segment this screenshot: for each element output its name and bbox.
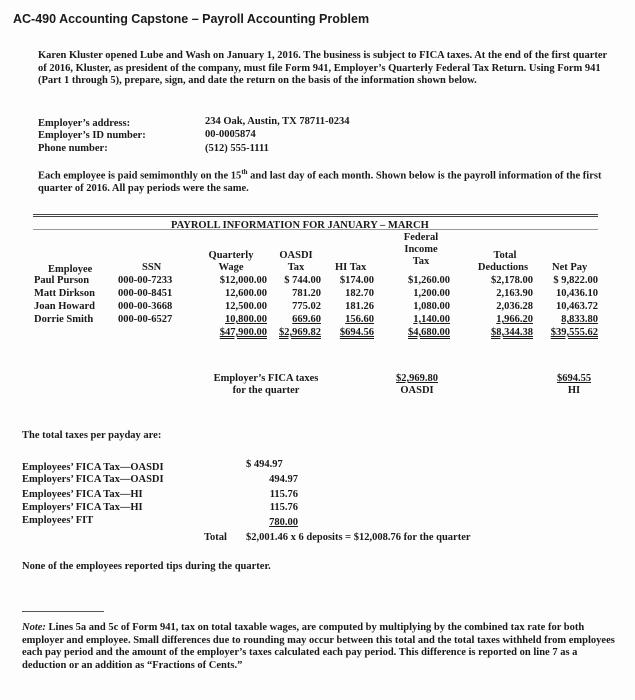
list-item-value: 115.76	[269, 489, 298, 500]
row-net-pay: 8,833.80	[561, 314, 598, 325]
row-deductions: 2,163.90	[496, 288, 533, 299]
header-oasdi: OASDI	[279, 250, 313, 261]
employer-fica-label: Employer’s FICA taxes	[213, 373, 319, 384]
intro-paragraph: Karen Kluster opened Lube and Wash on January 1, 2016. The business is subject to FICA taxes. At the end of the first quarter of 2016, Kluster, as president of the company, must file Form 941, Employer’s Quarterly Federal Tax Return. Using Form 941 (Part 1 through 5), prepare, sign, and date the return on the basis of the information shown below.	[38, 50, 608, 86]
list-item-value: 115.76	[269, 502, 298, 513]
employer-hi-label: HI	[567, 385, 581, 396]
header-ssn: SSN	[142, 262, 162, 273]
footnote	[22, 622, 622, 672]
employer-oasdi-label: OASDI	[400, 385, 434, 396]
row-net-pay: 10,463.72	[556, 301, 598, 312]
employer-address-label: Employer’s address:	[38, 118, 131, 129]
total-deductions: $8,344.38	[491, 327, 533, 338]
row-employee: Paul Purson	[34, 275, 90, 286]
payday-total-value: $2,001.46 x 6 deposits = $12,008.76 for the quarter	[246, 532, 471, 543]
header-quarterly: Quarterly	[208, 250, 254, 261]
table-caption: PAYROLL INFORMATION FOR JANUARY – MARCH	[171, 220, 429, 231]
header-tax: Tax	[412, 256, 430, 267]
header-wage: Wage	[218, 262, 244, 273]
row-hi: $174.00	[339, 275, 374, 286]
header-total: Total	[493, 250, 517, 261]
row-fit: 1,200.00	[413, 288, 450, 299]
header-deductions: Deductions	[477, 262, 529, 273]
row-ssn: 000-00-3668	[118, 301, 173, 312]
payday-total-label: Total	[204, 532, 227, 543]
header-hi-tax: HI Tax	[335, 262, 367, 273]
row-hi: 181.26	[345, 301, 374, 312]
header-federal: Federal	[403, 232, 439, 243]
document-title: AC-490 Accounting Capstone – Payroll Accounting Problem	[13, 12, 370, 26]
row-wage: 10,800.00	[225, 314, 267, 325]
pay-text-a: Each employee is paid semimonthly on the 15	[38, 170, 242, 182]
row-oasdi: 781.20	[292, 288, 321, 299]
total-net-pay: $39,555.62	[550, 327, 598, 338]
table-top-rule	[33, 214, 598, 215]
footnote-lead: Note:	[22, 622, 46, 633]
row-wage: 12,600.00	[225, 288, 267, 299]
total-hi: $694.56	[339, 327, 374, 338]
pay-schedule-paragraph	[38, 166, 618, 196]
header-net-pay: Net Pay	[552, 262, 588, 273]
total-fit: $4,680.00	[408, 327, 450, 338]
list-item-value: 494.97	[269, 474, 298, 485]
total-oasdi: $2,969.82	[279, 327, 321, 338]
list-item: Employees’ FICA Tax—HI	[22, 489, 143, 500]
employer-fica-sublabel: for the quarter	[232, 385, 300, 396]
header-income: Income	[404, 244, 438, 255]
pay-text-sup: th	[241, 168, 248, 176]
row-hi: 182.70	[345, 288, 374, 299]
row-ssn: 000-00-7233	[118, 275, 173, 286]
employer-id-value: 00-0005874	[205, 129, 256, 140]
row-deductions: $2,178.00	[491, 275, 533, 286]
row-ssn: 000-00-6527	[118, 314, 173, 325]
list-item-value: 780.00	[269, 517, 298, 528]
row-net-pay: $ 9,822.00	[553, 275, 598, 286]
list-item: Employees’ FICA Tax—OASDI	[22, 462, 164, 473]
employer-address-value: 234 Oak, Austin, TX 78711-0234	[205, 116, 350, 127]
total-wage: $47,900.00	[219, 327, 267, 338]
row-employee: Dorrie Smith	[34, 314, 94, 325]
row-oasdi: 775.02	[292, 301, 321, 312]
header-oasdi-tax: Tax	[287, 262, 305, 273]
row-hi: 156.60	[345, 314, 374, 325]
employer-phone-value: (512) 555-1111	[205, 143, 269, 154]
row-wage: 12,500.00	[225, 301, 267, 312]
payday-heading: The total taxes per payday are:	[22, 430, 162, 441]
list-item: Employers’ FICA Tax—HI	[22, 502, 143, 513]
employer-hi-value: $694.55	[556, 373, 592, 384]
header-employee: Employee	[48, 264, 93, 275]
row-deductions: 2,036.28	[496, 301, 533, 312]
row-deductions: 1,966.20	[496, 314, 533, 325]
footnote-text: Lines 5a and 5c of Form 941, tax on total taxable wages, are computed by multiplying by the combined tax rate for both employer and employee. Small differences due to rounding may occur between this total and the total taxes withheld from employees each pay period and the amount of the employer’s taxes calculated each pay period. This difference is reported on line 7 as a deduction or an addition as “Fractions of Cents.”	[22, 622, 615, 671]
list-item-value: $ 494.97	[246, 459, 283, 470]
table-top-rule-2	[33, 216, 598, 217]
list-item: Employers’ FICA Tax—OASDI	[22, 474, 164, 485]
list-item: Employees’ FIT	[22, 515, 94, 526]
employer-id-label: Employer’s ID number:	[38, 130, 146, 141]
row-fit: 1,080.00	[413, 301, 450, 312]
row-employee: Joan Howard	[34, 301, 95, 312]
row-net-pay: 10,436.10	[556, 288, 598, 299]
row-employee: Matt Dirkson	[34, 288, 95, 299]
row-wage: $12,000.00	[219, 275, 267, 286]
row-ssn: 000-00-8451	[118, 288, 173, 299]
row-fit: $1,260.00	[408, 275, 450, 286]
row-fit: 1,140.00	[413, 314, 450, 325]
pay-text-b: and last day of each month. Shown below is the payroll information of the first quarter of 2016. All pay periods were the same.	[38, 170, 602, 194]
employer-oasdi-value: $2,969.80	[396, 373, 438, 384]
row-oasdi: $ 744.00	[284, 275, 321, 286]
footnote-rule	[22, 611, 104, 612]
tips-note: None of the employees reported tips during the quarter.	[22, 561, 271, 572]
employer-phone-label: Phone number:	[38, 143, 108, 154]
row-oasdi: 669.60	[292, 314, 321, 325]
